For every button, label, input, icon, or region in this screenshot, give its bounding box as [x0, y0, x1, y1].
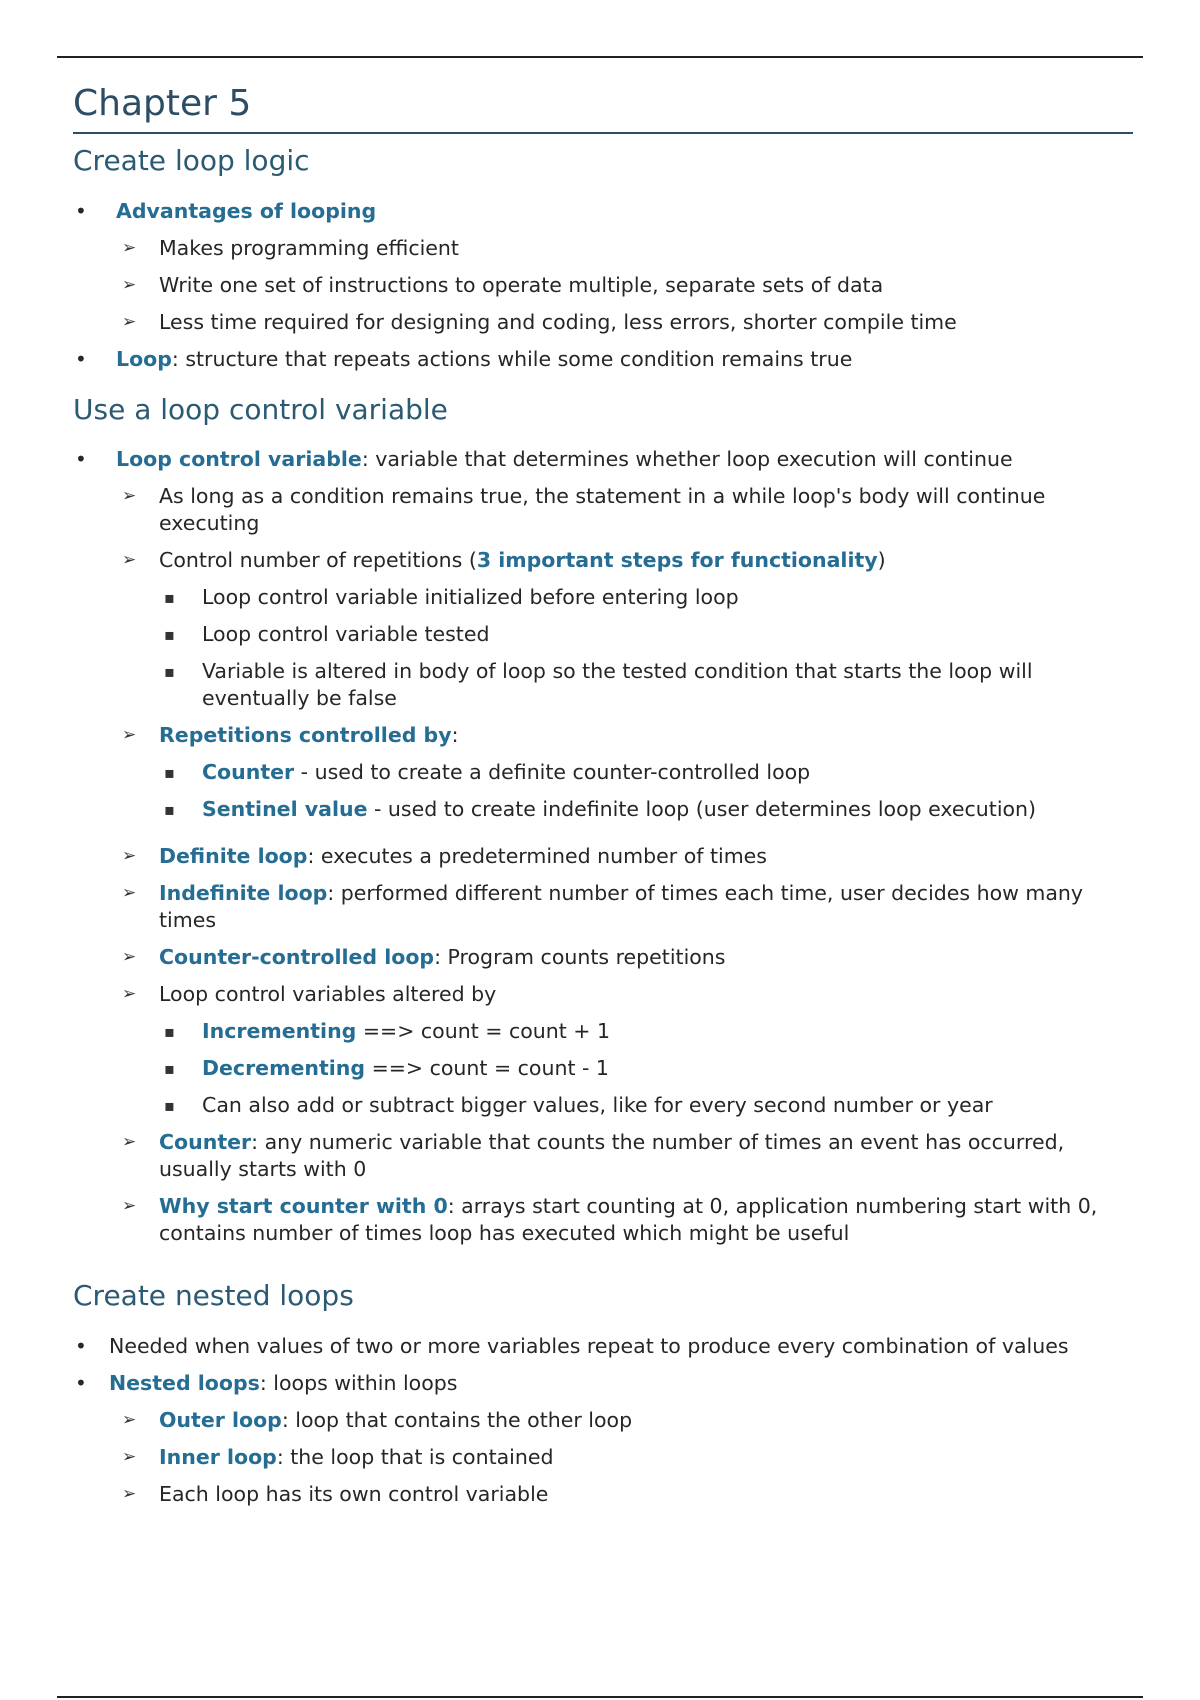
inner-loop-term: Inner loop: [159, 1444, 277, 1469]
bigger-values-item: ▪ Can also add or subtract bigger values, like for every second number or year: [159, 1092, 1133, 1119]
control-steps-list: [159, 584, 1133, 712]
incrementing-item: [159, 1018, 1133, 1045]
loop-definition: : structure that repeats actions while some condition remains true: [171, 346, 853, 371]
decrementing-item: [159, 1055, 1133, 1082]
counter-option-term: Counter: [202, 760, 295, 785]
inner-loop-text: : the loop that is contained: [276, 1444, 554, 1469]
counter-controlled-item: [116, 944, 1133, 971]
outer-loop-item: [116, 1407, 1133, 1434]
nested-loops-text: : loops within loops: [259, 1370, 458, 1395]
lcv-term: Loop control variable: [116, 447, 362, 472]
indefinite-loop-item: [116, 880, 1133, 934]
nested-loops-list: [73, 1333, 1133, 1508]
advantage-item: ➢ Makes programming efficient: [116, 235, 1133, 262]
while-note-item: ➢ As long as a condition remains true, the statement in a while loop's body will continue executing: [116, 483, 1133, 537]
document-page: [73, 80, 1133, 1518]
incrementing-term: Incrementing: [202, 1019, 357, 1044]
advantages-item: [73, 198, 1133, 336]
sentinel-option-item: [159, 796, 1133, 823]
bottom-rule: [57, 1696, 1143, 1698]
definite-loop-item: [116, 843, 1133, 870]
nested-loops-sublist: [116, 1407, 1133, 1508]
advantage-item: ➢ Write one set of instructions to operate multiple, separate sets of data: [116, 272, 1133, 299]
chapter-title: Chapter 5: [73, 80, 1133, 134]
loop-logic-list: [73, 198, 1133, 373]
control-post: ): [877, 548, 886, 573]
section-heading-loop-control: Use a loop control variable: [73, 392, 448, 426]
needed-item: • Needed when values of two or more variables repeat to produce every combination of values: [73, 1333, 1133, 1360]
counter-definition-item: [116, 1129, 1133, 1183]
section-heading-nested-loops: Create nested loops: [73, 1279, 354, 1313]
repetitions-term: Repetitions controlled by: [159, 723, 452, 748]
counter-definition: : any numeric variable that counts the number of times an event has occurred, usually starts with 0: [159, 1130, 1065, 1182]
sentinel-text: - used to create indefinite loop (user determines loop execution): [367, 797, 1037, 822]
definite-loop-text: : executes a predetermined number of times: [307, 844, 767, 869]
repetitions-colon: :: [451, 723, 459, 748]
nested-loops-term: Nested loops: [109, 1370, 260, 1395]
why-zero-item: [116, 1193, 1133, 1247]
altered-by-item: [116, 981, 1133, 1119]
outer-loop-text: : loop that contains the other loop: [281, 1407, 633, 1432]
section-heading-loop-logic: Create loop logic: [73, 144, 310, 177]
sentinel-term: Sentinel value: [202, 797, 368, 822]
control-pre: Control number of repetitions (: [159, 548, 477, 573]
counter-option-item: [159, 759, 1133, 786]
repetitions-item: [116, 722, 1133, 823]
why-zero-term: Why start counter with 0: [159, 1194, 448, 1219]
incrementing-text: ==> count = count + 1: [356, 1019, 611, 1044]
counter-controlled-text: : Program counts repetitions: [434, 945, 726, 970]
altered-by-text: Loop control variables altered by: [159, 982, 497, 1007]
definite-loop-term: Definite loop: [159, 844, 308, 869]
indefinite-loop-text: : performed different number of times each time, user decides how many times: [159, 881, 1084, 933]
own-variable-item: ➢ Each loop has its own control variable: [116, 1481, 1133, 1508]
advantages-sublist: [116, 235, 1133, 336]
outer-loop-term: Outer loop: [159, 1407, 282, 1432]
top-rule: [57, 56, 1143, 58]
counter-option-text: - used to create a definite counter-controlled loop: [294, 760, 811, 785]
lcv-item: [73, 446, 1133, 1247]
inner-loop-item: [116, 1444, 1133, 1471]
advantages-term: Advantages of looping: [116, 198, 377, 223]
counter-term: Counter: [159, 1130, 252, 1155]
altered-by-sublist: [159, 1018, 1133, 1119]
nested-loops-item: [73, 1370, 1133, 1508]
control-key: 3 important steps for functionality: [476, 548, 878, 573]
why-zero-text: : arrays start counting at 0, application numbering start with 0, contains number of times loop has executed which might be useful: [159, 1194, 1098, 1246]
loop-control-list: [73, 446, 1133, 1247]
counter-controlled-term: Counter-controlled loop: [159, 945, 435, 970]
lcv-sublist: [116, 483, 1133, 1247]
indefinite-loop-term: Indefinite loop: [159, 881, 328, 906]
control-step-item: ▪ Loop control variable tested: [159, 621, 1133, 648]
repetitions-sublist: [159, 759, 1133, 823]
control-repetitions-item: [116, 547, 1133, 712]
decrementing-term: Decrementing: [202, 1056, 366, 1081]
control-step-item: ▪ Loop control variable initialized before entering loop: [159, 584, 1133, 611]
control-step-item: ▪ Variable is altered in body of loop so the tested condition that starts the loop will eventually be false: [159, 658, 1133, 712]
advantage-item: ➢ Less time required for designing and coding, less errors, shorter compile time: [116, 309, 1133, 336]
loop-definition-item: [73, 346, 1133, 373]
loop-term: Loop: [116, 346, 172, 371]
lcv-definition: : variable that determines whether loop execution will continue: [361, 447, 1013, 472]
decrementing-text: ==> count = count - 1: [365, 1056, 609, 1081]
